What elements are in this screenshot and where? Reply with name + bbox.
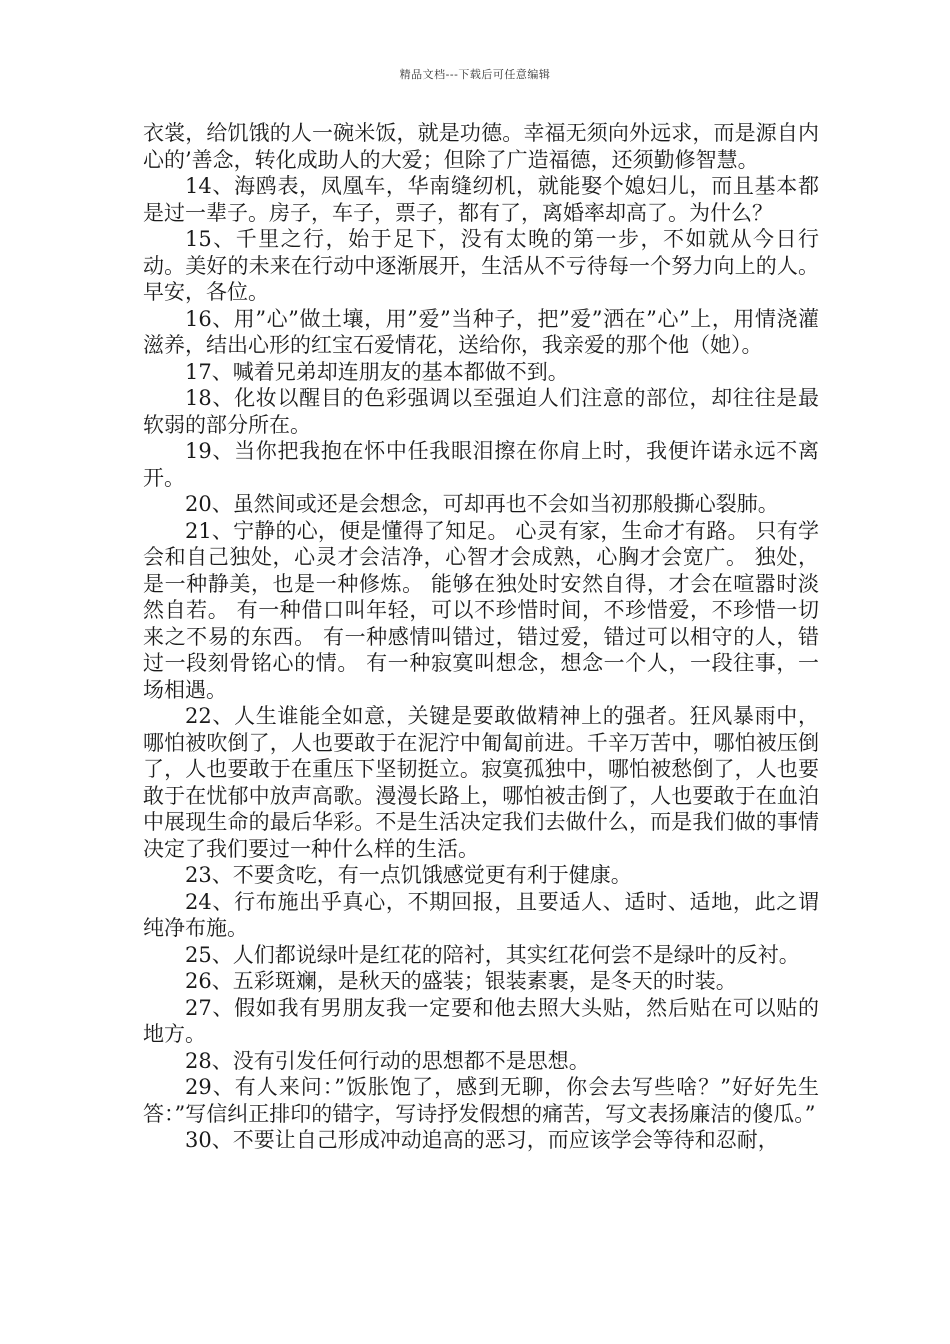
paragraph-item-18: 18、化妆以醒目的色彩强调以至强迫人们注意的部位，却往往是最软弱的部分所在。 (143, 386, 819, 437)
paragraph-item-27: 27、假如我有男朋友我一定要和他去照大头贴，然后贴在可以贴的地方。 (143, 995, 819, 1046)
paragraph-item-20: 20、虽然间或还是会想念，可却再也不会如当初那般撕心裂肺。 (185, 492, 779, 516)
paragraph-item-19: 19、当你把我抱在怀中任我眼泪擦在你肩上时，我便许诺永远不离开。 (143, 439, 819, 490)
paragraph-item-14: 14、海鸥表，凤凰车，华南缝纫机，就能娶个媳妇儿，而且基本都是过一辈子。房子，车子，票子，都有了，离婚率却高了。为什么？ (143, 174, 819, 225)
paragraph-item-29: 29、有人来问：”饭胀饱了，感到无聊，你会去写些啥？”好好先生答：”写信纠正排印的错字，写诗抒发假想的痛苦，写文表扬廉洁的傻瓜。” (143, 1075, 819, 1126)
paragraph-item-24: 24、行布施出乎真心，不期回报，且要适人、适时、适地，此之谓纯净布施。 (143, 889, 819, 940)
paragraph-item-23: 23、不要贪吃，有一点饥饿感觉更有利于健康。 (185, 863, 632, 887)
page-header: 精品文档---下载后可任意编辑 (399, 68, 551, 81)
paragraph-item-28: 28、没有引发任何行动的思想都不是思想。 (185, 1048, 590, 1073)
paragraph-item-25: 25、人们都说绿叶是红花的陪衬，其实红花何尝不是绿叶的反衬。 (185, 942, 800, 967)
paragraph-item-17: 17、喊着兄弟却连朋友的基本都做不到。 (185, 359, 569, 384)
paragraph-item-22: 22、人生谁能全如意，关键是要敢做精神上的强者。狂风暴雨中，哪怕被吹倒了，人也要敢于在泥泞中匍匐前进。千辛万苦中，哪怕被压倒了，人也要敢于在重压下坚韧挺立。寂寞孤独中，哪怕被愁倒了，人也要敢于在忧郁中放声高歌。漫漫长路上，哪怕被击倒了，人也要敢于在血泊中展现生命的最后华彩。不是生活决定我们去做什么，而是我们做的事情决定了我们要过一种什么样的生活。 (143, 704, 819, 861)
paragraph-item-26: 26、五彩斑斓，是秋天的盛装；银装素裹，是冬天的时装。 (185, 969, 737, 993)
paragraph-continued: 衣裳，给饥饿的人一碗米饭，就是功德。幸福无须向外远求，而是源自内心的’善念，转化成助人的大爱；但除了广造福德，还须勤修智慧。 (143, 121, 819, 172)
paragraph-item-21: 21、宁静的心，便是懂得了知足。 心灵有家，生命才有路。 只有学会和自己独处，心灵才会洁净，心智才会成熟，心胸才会宽广。 独处，是一种静美，也是一种修炼。 能够在独处时安然自得，才会在喧嚣时淡然自若。 有一种借口叫年轻，可以不珍惜时间，不珍惜爱，不珍惜一切来之不易的东西。 有一种感情叫错过，错过爱，错过可以相守的人，错过一段刻骨铭心的情。 有一种寂寞叫想念，想念一个人，一段往事，一场相遇。 (143, 518, 819, 702)
document-body (143, 120, 819, 1154)
paragraph-item-15: 15、千里之行，始于足下，没有太晚的第一步，不如就从今日行动。美好的未来在行动中逐渐展开，生活从不亏待每一个努力向上的人。早安，各位。 (143, 227, 819, 304)
paragraph-item-30: 30、不要让自己形成冲动追高的恶习，而应该学会等待和忍耐， (185, 1128, 779, 1152)
paragraph-item-16: 16、用”心”做土壤，用”爱”当种子，把”爱”洒在”心”上，用情浇灌滋养，结出心形的红宝石爱情花，送给你，我亲爱的那个他（她）。 (143, 306, 819, 357)
